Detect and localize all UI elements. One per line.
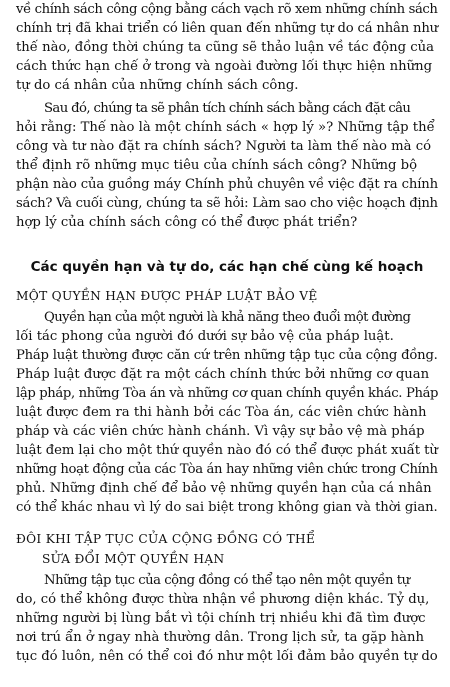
text-line: cách thức hạn chế ở trong và ngoài đường lối thực hiện những — [16, 59, 433, 74]
text-line: lập pháp, những Tòa án và những cơ quan chính quyền khác. Pháp — [16, 386, 439, 401]
text-line: Những tập tục của cộng đồng có thể tạo nên một quyền tự — [44, 573, 410, 588]
text-line: những người bị lùng bắt vì tội chính trị nhiều khi đã tìm được — [16, 611, 426, 626]
text-line: pháp và các viên chức hành chánh. Vì vậy sự bảo vệ mà pháp — [16, 424, 425, 439]
subheading-customs-line-1: ĐÔI KHI TẬP TỤC CỦA CỘNG ĐỒNG CÓ THỂ — [16, 532, 316, 546]
text-line: do, có thể không được thừa nhận về phương diện khác. Tỷ dụ, — [16, 592, 430, 607]
subheading-legal-right: MỘT QUYỀN HẠN ĐƯỢC PHÁP LUẬT BẢO VỆ — [16, 289, 318, 303]
text-line: Quyền hạn của một người là khả năng theo đuổi một đường — [44, 310, 411, 325]
text-line: luật đem lại cho một thứ quyền nào đó có thể được phát xuất từ — [16, 443, 438, 458]
text-line: luật được đem ra thi hành bởi các Tòa án, các viên chức hành — [16, 405, 427, 420]
text-line: thể định rõ những mục tiêu của chính sách công? Những bộ — [16, 158, 418, 173]
text-line: thế nào, đồng thời chúng ta cũng sẽ thảo luận về tác động của — [16, 40, 434, 55]
paragraph-intro — [16, 0, 438, 95]
text-line: phận nào của guồng máy Chính phủ chuyên về việc đặt ra chính — [16, 177, 438, 192]
subheading-customs-line-2: SỬA ĐỔI MỘT QUYỀN HẠN — [42, 552, 225, 566]
text-line: hỏi rằng: Thế nào là một chính sách « hợp lý »? Những tập thể — [16, 120, 435, 135]
paragraph-questions — [16, 99, 438, 232]
text-line: lối tác phong của người đó dưới sự bảo vệ của pháp luật. — [16, 329, 394, 344]
text-line: Pháp luật được đặt ra một cách chính thức bởi những cơ quan — [16, 367, 430, 382]
text-line: về chính sách công cộng bằng cách vạch rõ xem những chính sách — [16, 2, 438, 17]
text-line: chính trị đã khai triển có liên quan đến những tự do cá nhân như — [16, 21, 438, 36]
text-line: sách? Và cuối cùng, chúng ta sẽ hỏi: Làm sao cho việc hoạch định — [16, 196, 438, 211]
text-line: nơi trú ẩn ở ngay nhà thường dân. Trong lịch sử, ta gặp hành — [16, 630, 424, 645]
section-heading: Các quyền hạn và tự do, các hạn chế cùng kế hoạch — [30, 259, 424, 275]
paragraph-customs — [16, 571, 438, 666]
text-line: có thể khác nhau vì lý do sai biệt trong không gian và thời gian. — [16, 500, 438, 515]
text-line: tự do cá nhân của những chính sách công. — [16, 78, 299, 93]
paragraph-legal-right — [16, 308, 438, 517]
text-line: phủ. Những định chế để bảo vệ những quyền hạn của cá nhân — [16, 481, 432, 496]
text-line: những hoạt động của các Tòa án hay những viên chức trong Chính — [16, 462, 438, 477]
text-line: Pháp luật thường được căn cứ trên những tập tục của cộng đồng. — [16, 348, 438, 363]
text-line: hợp lý của chính sách công có thể được phát triển? — [16, 215, 358, 230]
text-line: công và tư nào đặt ra chính sách? Người ta làm thế nào mà có — [16, 139, 432, 154]
text-line: Sau đó, chúng ta sẽ phân tích chính sách bằng cách đặt câu — [44, 101, 411, 116]
text-line: tục đó luôn, nên có thể coi đó như một lối đảm bảo quyền tự do — [16, 649, 438, 664]
